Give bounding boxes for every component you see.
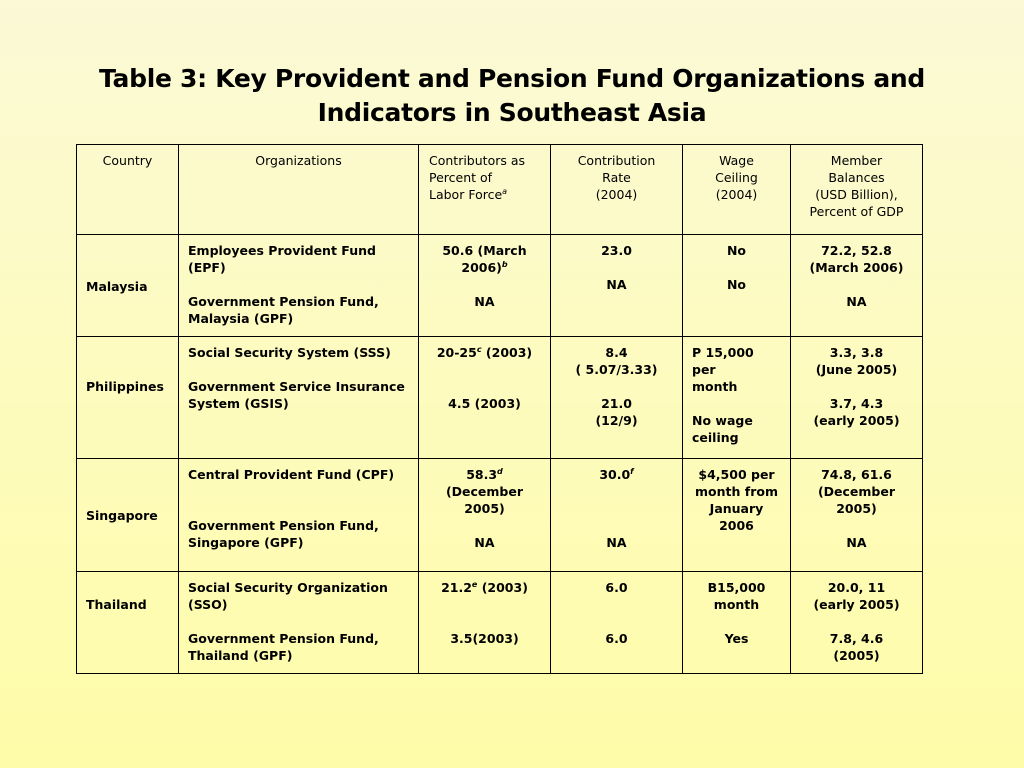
contributors-cell: 20-25$^c$ (2003) 4.5 (2003) (419, 337, 551, 459)
header-row (77, 145, 923, 235)
table-row-philippines (77, 337, 923, 459)
header-organizations: Organizations (179, 145, 419, 235)
table-row-singapore (77, 459, 923, 572)
header-member-balances: Member Balances (USD Billion), Percent of GDP (791, 145, 923, 235)
country-cell: Singapore (77, 459, 179, 572)
header-wage-ceiling: Wage Ceiling (2004) (683, 145, 791, 235)
contribution-rate-cell: 8.4 ( 5.07/3.33) 21.0 (12/9) (551, 337, 683, 459)
wage-ceiling-cell: No No (683, 235, 791, 337)
contribution-rate-cell: 30.0$^f$ NA (551, 459, 683, 572)
table-row-thailand (77, 572, 923, 674)
country-cell: Thailand (77, 572, 179, 674)
wage-ceiling-cell: B15,000 month Yes (683, 572, 791, 674)
table-row-malaysia (77, 235, 923, 337)
header-contributors: Contributors as Percent of Labor Force$^a$ (419, 145, 551, 235)
title-line-2: Indicators in Southeast Asia (317, 98, 707, 127)
contributors-cell: 21.2e (2003) 3.5(2003) (419, 572, 551, 674)
member-balances-cell: 20.0, 11 (early 2005) 7.8, 4.6 (2005) (791, 572, 923, 674)
pension-fund-table (76, 144, 923, 674)
country-cell: Malaysia (77, 235, 179, 337)
wage-ceiling-cell: $4,500 per month from January 2006 (683, 459, 791, 572)
wage-ceiling-cell: P 15,000 per month No wage ceiling (683, 337, 791, 459)
contributors-cell: 50.6 (March 2006)$^b$ NA (419, 235, 551, 337)
header-country: Country (77, 145, 179, 235)
member-balances-cell: 74.8, 61.6 (December 2005) NA (791, 459, 923, 572)
title-line-1: Table 3: Key Provident and Pension Fund Organizations and (99, 64, 925, 93)
contribution-rate-cell: 23.0 NA (551, 235, 683, 337)
country-cell: Philippines (77, 337, 179, 459)
contribution-rate-cell: 6.0 6.0 (551, 572, 683, 674)
organizations-cell: Social Security System (SSS) Government Service Insurance System (GSIS) (179, 337, 419, 459)
organizations-cell: Central Provident Fund (CPF) Government Pension Fund, Singapore (GPF) (179, 459, 419, 572)
slide-title (0, 62, 1024, 130)
header-contribution-rate: Contribution Rate (2004) (551, 145, 683, 235)
organizations-cell: Social Security Organization (SSO) Government Pension Fund, Thailand (GPF) (179, 572, 419, 674)
member-balances-cell: 72.2, 52.8 (March 2006) NA (791, 235, 923, 337)
contributors-cell: 58.3$^d$ (December 2005) NA (419, 459, 551, 572)
organizations-cell: Employees Provident Fund (EPF) Government Pension Fund, Malaysia (GPF) (179, 235, 419, 337)
member-balances-cell: 3.3, 3.8 (June 2005) 3.7, 4.3 (early 2005) (791, 337, 923, 459)
